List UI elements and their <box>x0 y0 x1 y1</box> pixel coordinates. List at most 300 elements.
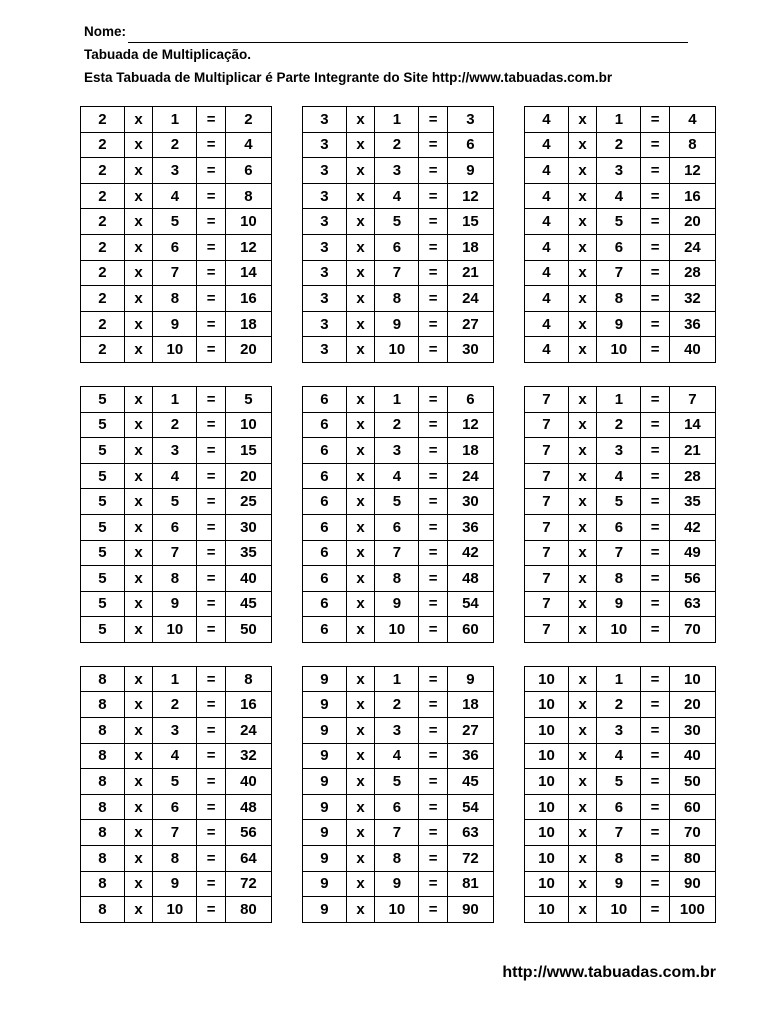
times-sign-cell: x <box>124 438 152 464</box>
multiplier-cell: 6 <box>375 514 419 540</box>
times-sign-cell: x <box>346 820 374 846</box>
table-row <box>525 540 716 566</box>
equals-sign-cell: = <box>641 846 669 872</box>
result-cell: 70 <box>669 820 715 846</box>
base-cell: 6 <box>303 463 347 489</box>
multiplier-cell: 9 <box>375 311 419 337</box>
equals-sign-cell: = <box>197 337 225 363</box>
name-row <box>84 20 704 43</box>
equals-sign-cell: = <box>197 234 225 260</box>
multiplier-cell: 7 <box>597 540 641 566</box>
table-row <box>303 260 494 286</box>
base-cell: 9 <box>303 897 347 923</box>
times-sign-cell: x <box>569 820 597 846</box>
page-title: Tabuada de Multiplicação. <box>84 47 252 62</box>
equals-sign-cell: = <box>641 311 669 337</box>
equals-sign-cell: = <box>419 871 447 897</box>
table-row <box>303 794 494 820</box>
times-sign-cell: x <box>569 897 597 923</box>
multiplier-cell: 8 <box>597 846 641 872</box>
times-sign-cell: x <box>346 311 374 337</box>
base-cell: 8 <box>81 743 125 769</box>
multiplier-cell: 5 <box>375 769 419 795</box>
multiplier-cell: 8 <box>153 846 197 872</box>
result-cell: 9 <box>447 158 493 184</box>
base-cell: 9 <box>303 820 347 846</box>
multiplier-cell: 9 <box>375 871 419 897</box>
multiplier-cell: 8 <box>597 566 641 592</box>
times-sign-cell: x <box>568 260 596 286</box>
result-cell: 20 <box>225 463 271 489</box>
table-row <box>81 540 272 566</box>
equals-sign-cell: = <box>197 666 225 692</box>
multiplier-cell: 4 <box>153 463 197 489</box>
base-cell: 7 <box>525 617 569 643</box>
times-sign-cell: x <box>569 743 597 769</box>
base-cell: 4 <box>525 209 569 235</box>
base-cell: 5 <box>81 566 125 592</box>
table-row <box>525 286 716 312</box>
times-sign-cell: x <box>568 286 596 312</box>
equals-sign-cell: = <box>419 438 447 464</box>
table-row <box>303 386 494 412</box>
base-cell: 10 <box>525 769 569 795</box>
equals-sign-cell: = <box>641 692 669 718</box>
base-cell: 7 <box>525 412 569 438</box>
equals-sign-cell: = <box>641 591 669 617</box>
result-cell: 9 <box>447 666 493 692</box>
base-cell: 8 <box>81 820 125 846</box>
equals-sign-cell: = <box>197 463 225 489</box>
multiplier-cell: 4 <box>597 743 641 769</box>
times-sign-cell: x <box>346 666 374 692</box>
multiplier-cell: 1 <box>375 386 419 412</box>
base-cell: 10 <box>525 692 569 718</box>
multiplier-cell: 2 <box>597 412 641 438</box>
base-cell: 6 <box>303 591 347 617</box>
table-row <box>525 107 716 133</box>
table-row <box>81 692 272 718</box>
base-cell: 7 <box>525 463 569 489</box>
result-cell: 20 <box>669 209 715 235</box>
equals-sign-cell: = <box>419 412 447 438</box>
times-sign-cell: x <box>124 158 152 184</box>
base-cell: 2 <box>81 107 125 133</box>
base-cell: 7 <box>525 514 569 540</box>
table-row <box>303 566 494 592</box>
base-cell: 5 <box>81 412 125 438</box>
base-cell: 5 <box>81 540 125 566</box>
result-cell: 28 <box>669 260 715 286</box>
result-cell: 40 <box>225 769 271 795</box>
table-row <box>81 132 272 158</box>
times-sign-cell: x <box>568 591 596 617</box>
multiplier-cell: 9 <box>153 311 197 337</box>
equals-sign-cell: = <box>419 386 447 412</box>
table-row <box>81 489 272 515</box>
result-cell: 16 <box>225 692 271 718</box>
result-cell: 64 <box>225 846 271 872</box>
table-row <box>303 871 494 897</box>
times-sign-cell: x <box>346 846 374 872</box>
result-cell: 40 <box>225 566 271 592</box>
base-cell: 9 <box>303 794 347 820</box>
table-row <box>525 871 716 897</box>
result-cell: 18 <box>447 234 493 260</box>
result-cell: 24 <box>225 718 271 744</box>
multiplier-cell: 1 <box>375 666 419 692</box>
result-cell: 25 <box>225 489 271 515</box>
equals-sign-cell: = <box>197 311 225 337</box>
equals-sign-cell: = <box>641 489 669 515</box>
times-sign-cell: x <box>568 158 596 184</box>
equals-sign-cell: = <box>197 743 225 769</box>
table-row <box>303 158 494 184</box>
times-sign-cell: x <box>124 794 152 820</box>
result-cell: 12 <box>669 158 715 184</box>
multiplier-cell: 5 <box>153 489 197 515</box>
table-row <box>525 183 716 209</box>
equals-sign-cell: = <box>419 311 447 337</box>
equals-sign-cell: = <box>419 617 447 643</box>
times-sign-cell: x <box>346 412 374 438</box>
result-cell: 24 <box>669 234 715 260</box>
equals-sign-cell: = <box>419 897 447 923</box>
multiplier-cell: 5 <box>153 769 197 795</box>
result-cell: 18 <box>447 438 493 464</box>
base-cell: 10 <box>525 666 569 692</box>
base-cell: 6 <box>303 617 347 643</box>
base-cell: 10 <box>525 897 569 923</box>
multiplier-cell: 2 <box>153 412 197 438</box>
table-row <box>525 591 716 617</box>
equals-sign-cell: = <box>641 743 669 769</box>
table-row <box>81 871 272 897</box>
times-sign-cell: x <box>124 591 152 617</box>
multiplier-cell: 7 <box>375 820 419 846</box>
times-sign-cell: x <box>124 463 152 489</box>
result-cell: 50 <box>225 617 271 643</box>
base-cell: 4 <box>525 132 569 158</box>
equals-sign-cell: = <box>641 412 669 438</box>
table-row <box>81 183 272 209</box>
multiplier-cell: 6 <box>375 234 419 260</box>
times-sign-cell: x <box>568 311 596 337</box>
result-cell: 36 <box>447 514 493 540</box>
equals-sign-cell: = <box>419 540 447 566</box>
name-field-line <box>128 26 688 43</box>
result-cell: 48 <box>447 566 493 592</box>
multiplier-cell: 3 <box>375 718 419 744</box>
table-row <box>81 386 272 412</box>
times-sign-cell: x <box>124 286 152 312</box>
times-sign-cell: x <box>124 692 152 718</box>
result-cell: 32 <box>669 286 715 312</box>
multiplier-cell: 5 <box>153 209 197 235</box>
table-row <box>303 183 494 209</box>
multiplier-cell: 9 <box>153 871 197 897</box>
result-cell: 3 <box>447 107 493 133</box>
equals-sign-cell: = <box>197 132 225 158</box>
table-row <box>81 566 272 592</box>
table-row <box>303 846 494 872</box>
result-cell: 15 <box>225 438 271 464</box>
multiplication-table-8 <box>80 666 272 923</box>
multiplier-cell: 10 <box>375 337 419 363</box>
multiplier-cell: 3 <box>375 438 419 464</box>
times-sign-cell: x <box>124 897 152 923</box>
table-row <box>303 514 494 540</box>
equals-sign-cell: = <box>419 260 447 286</box>
times-sign-cell: x <box>124 718 152 744</box>
times-sign-cell: x <box>124 386 152 412</box>
times-sign-cell: x <box>568 617 596 643</box>
multiplier-cell: 5 <box>375 489 419 515</box>
times-sign-cell: x <box>124 107 152 133</box>
multiplier-cell: 6 <box>153 514 197 540</box>
multiplier-cell: 10 <box>597 617 641 643</box>
base-cell: 3 <box>303 337 347 363</box>
equals-sign-cell: = <box>419 769 447 795</box>
base-cell: 8 <box>81 692 125 718</box>
times-sign-cell: x <box>568 514 596 540</box>
equals-sign-cell: = <box>197 769 225 795</box>
result-cell: 54 <box>447 591 493 617</box>
base-cell: 9 <box>303 718 347 744</box>
multiplier-cell: 6 <box>597 234 641 260</box>
result-cell: 60 <box>447 617 493 643</box>
equals-sign-cell: = <box>641 666 669 692</box>
base-cell: 7 <box>525 540 569 566</box>
times-sign-cell: x <box>568 337 596 363</box>
equals-sign-cell: = <box>641 337 669 363</box>
times-sign-cell: x <box>346 871 374 897</box>
multiplier-cell: 2 <box>153 132 197 158</box>
multiplier-cell: 1 <box>153 666 197 692</box>
table-row <box>81 463 272 489</box>
table-row <box>303 463 494 489</box>
base-cell: 2 <box>81 234 125 260</box>
table-row <box>303 209 494 235</box>
multiplier-cell: 6 <box>597 794 641 820</box>
result-cell: 30 <box>669 718 715 744</box>
result-cell: 14 <box>669 412 715 438</box>
result-cell: 45 <box>225 591 271 617</box>
result-cell: 15 <box>447 209 493 235</box>
times-sign-cell: x <box>569 769 597 795</box>
result-cell: 35 <box>225 540 271 566</box>
table-row <box>303 438 494 464</box>
footer-url: http://www.tabuadas.com.br <box>502 964 716 981</box>
base-cell: 3 <box>303 286 347 312</box>
times-sign-cell: x <box>346 209 374 235</box>
base-cell: 7 <box>525 566 569 592</box>
multiplier-cell: 4 <box>597 463 641 489</box>
base-cell: 10 <box>525 794 569 820</box>
table-row <box>303 540 494 566</box>
base-cell: 2 <box>81 209 125 235</box>
multiplier-cell: 8 <box>153 566 197 592</box>
result-cell: 72 <box>225 871 271 897</box>
equals-sign-cell: = <box>641 107 669 133</box>
times-sign-cell: x <box>568 209 596 235</box>
multiplier-cell: 4 <box>375 743 419 769</box>
table-row <box>303 234 494 260</box>
base-cell: 5 <box>81 463 125 489</box>
times-sign-cell: x <box>124 337 152 363</box>
multiplier-cell: 10 <box>153 337 197 363</box>
result-cell: 54 <box>447 794 493 820</box>
multiplier-cell: 9 <box>597 311 641 337</box>
base-cell: 3 <box>303 209 347 235</box>
times-sign-cell: x <box>124 209 152 235</box>
base-cell: 3 <box>303 311 347 337</box>
result-cell: 8 <box>225 183 271 209</box>
table-row <box>525 846 716 872</box>
multiplier-cell: 2 <box>375 132 419 158</box>
multiplier-cell: 10 <box>375 897 419 923</box>
multiplier-cell: 9 <box>375 591 419 617</box>
equals-sign-cell: = <box>641 158 669 184</box>
table-row <box>81 820 272 846</box>
equals-sign-cell: = <box>419 692 447 718</box>
result-cell: 10 <box>669 666 715 692</box>
result-cell: 80 <box>669 846 715 872</box>
result-cell: 60 <box>669 794 715 820</box>
result-cell: 42 <box>669 514 715 540</box>
result-cell: 10 <box>225 412 271 438</box>
times-sign-cell: x <box>346 769 374 795</box>
table-row <box>303 769 494 795</box>
equals-sign-cell: = <box>197 260 225 286</box>
result-cell: 63 <box>669 591 715 617</box>
base-cell: 5 <box>81 438 125 464</box>
multiplier-cell: 3 <box>597 718 641 744</box>
equals-sign-cell: = <box>197 591 225 617</box>
equals-sign-cell: = <box>641 718 669 744</box>
multiplier-cell: 1 <box>597 386 641 412</box>
name-label: Nome: <box>84 24 127 39</box>
equals-sign-cell: = <box>197 820 225 846</box>
times-sign-cell: x <box>346 158 374 184</box>
base-cell: 3 <box>303 107 347 133</box>
result-cell: 50 <box>669 769 715 795</box>
equals-sign-cell: = <box>419 846 447 872</box>
equals-sign-cell: = <box>419 209 447 235</box>
equals-sign-cell: = <box>419 286 447 312</box>
result-cell: 56 <box>669 566 715 592</box>
result-cell: 45 <box>447 769 493 795</box>
equals-sign-cell: = <box>197 412 225 438</box>
result-cell: 90 <box>447 897 493 923</box>
result-cell: 70 <box>669 617 715 643</box>
base-cell: 8 <box>81 871 125 897</box>
table-row <box>81 311 272 337</box>
equals-sign-cell: = <box>419 107 447 133</box>
table-row <box>81 514 272 540</box>
base-cell: 8 <box>81 846 125 872</box>
equals-sign-cell: = <box>641 260 669 286</box>
multiplication-table-3 <box>302 106 494 363</box>
multiplication-tables-grid <box>80 106 716 946</box>
table-row <box>303 820 494 846</box>
table-row <box>303 743 494 769</box>
base-cell: 8 <box>81 666 125 692</box>
table-row <box>81 438 272 464</box>
multiplication-table-7 <box>524 386 716 643</box>
equals-sign-cell: = <box>197 489 225 515</box>
times-sign-cell: x <box>124 566 152 592</box>
times-sign-cell: x <box>568 438 596 464</box>
equals-sign-cell: = <box>641 820 669 846</box>
multiplier-cell: 3 <box>153 158 197 184</box>
times-sign-cell: x <box>124 489 152 515</box>
result-cell: 100 <box>669 897 715 923</box>
base-cell: 4 <box>525 183 569 209</box>
result-cell: 30 <box>447 489 493 515</box>
table-row <box>525 234 716 260</box>
result-cell: 30 <box>447 337 493 363</box>
base-cell: 2 <box>81 158 125 184</box>
result-cell: 36 <box>447 743 493 769</box>
base-cell: 3 <box>303 132 347 158</box>
table-row <box>81 337 272 363</box>
table-row <box>303 412 494 438</box>
table-row <box>525 412 716 438</box>
result-cell: 14 <box>225 260 271 286</box>
table-row <box>303 107 494 133</box>
times-sign-cell: x <box>569 794 597 820</box>
result-cell: 18 <box>447 692 493 718</box>
tables-row <box>80 106 716 363</box>
result-cell: 16 <box>225 286 271 312</box>
table-row <box>525 666 716 692</box>
result-cell: 40 <box>669 743 715 769</box>
times-sign-cell: x <box>346 718 374 744</box>
equals-sign-cell: = <box>419 234 447 260</box>
multiplier-cell: 9 <box>597 871 641 897</box>
multiplier-cell: 6 <box>153 794 197 820</box>
equals-sign-cell: = <box>641 438 669 464</box>
times-sign-cell: x <box>346 794 374 820</box>
equals-sign-cell: = <box>419 666 447 692</box>
table-row <box>303 337 494 363</box>
base-cell: 6 <box>303 438 347 464</box>
multiplier-cell: 3 <box>597 158 641 184</box>
base-cell: 2 <box>81 286 125 312</box>
base-cell: 7 <box>525 591 569 617</box>
result-cell: 4 <box>669 107 715 133</box>
times-sign-cell: x <box>568 540 596 566</box>
times-sign-cell: x <box>346 489 374 515</box>
multiplier-cell: 1 <box>153 107 197 133</box>
equals-sign-cell: = <box>197 286 225 312</box>
times-sign-cell: x <box>346 337 374 363</box>
multiplier-cell: 4 <box>375 183 419 209</box>
equals-sign-cell: = <box>197 438 225 464</box>
times-sign-cell: x <box>346 463 374 489</box>
table-row <box>303 489 494 515</box>
result-cell: 80 <box>225 897 271 923</box>
equals-sign-cell: = <box>641 386 669 412</box>
table-row <box>303 311 494 337</box>
times-sign-cell: x <box>568 107 596 133</box>
result-cell: 12 <box>225 234 271 260</box>
equals-sign-cell: = <box>641 183 669 209</box>
base-cell: 4 <box>525 337 569 363</box>
base-cell: 9 <box>303 666 347 692</box>
equals-sign-cell: = <box>641 132 669 158</box>
